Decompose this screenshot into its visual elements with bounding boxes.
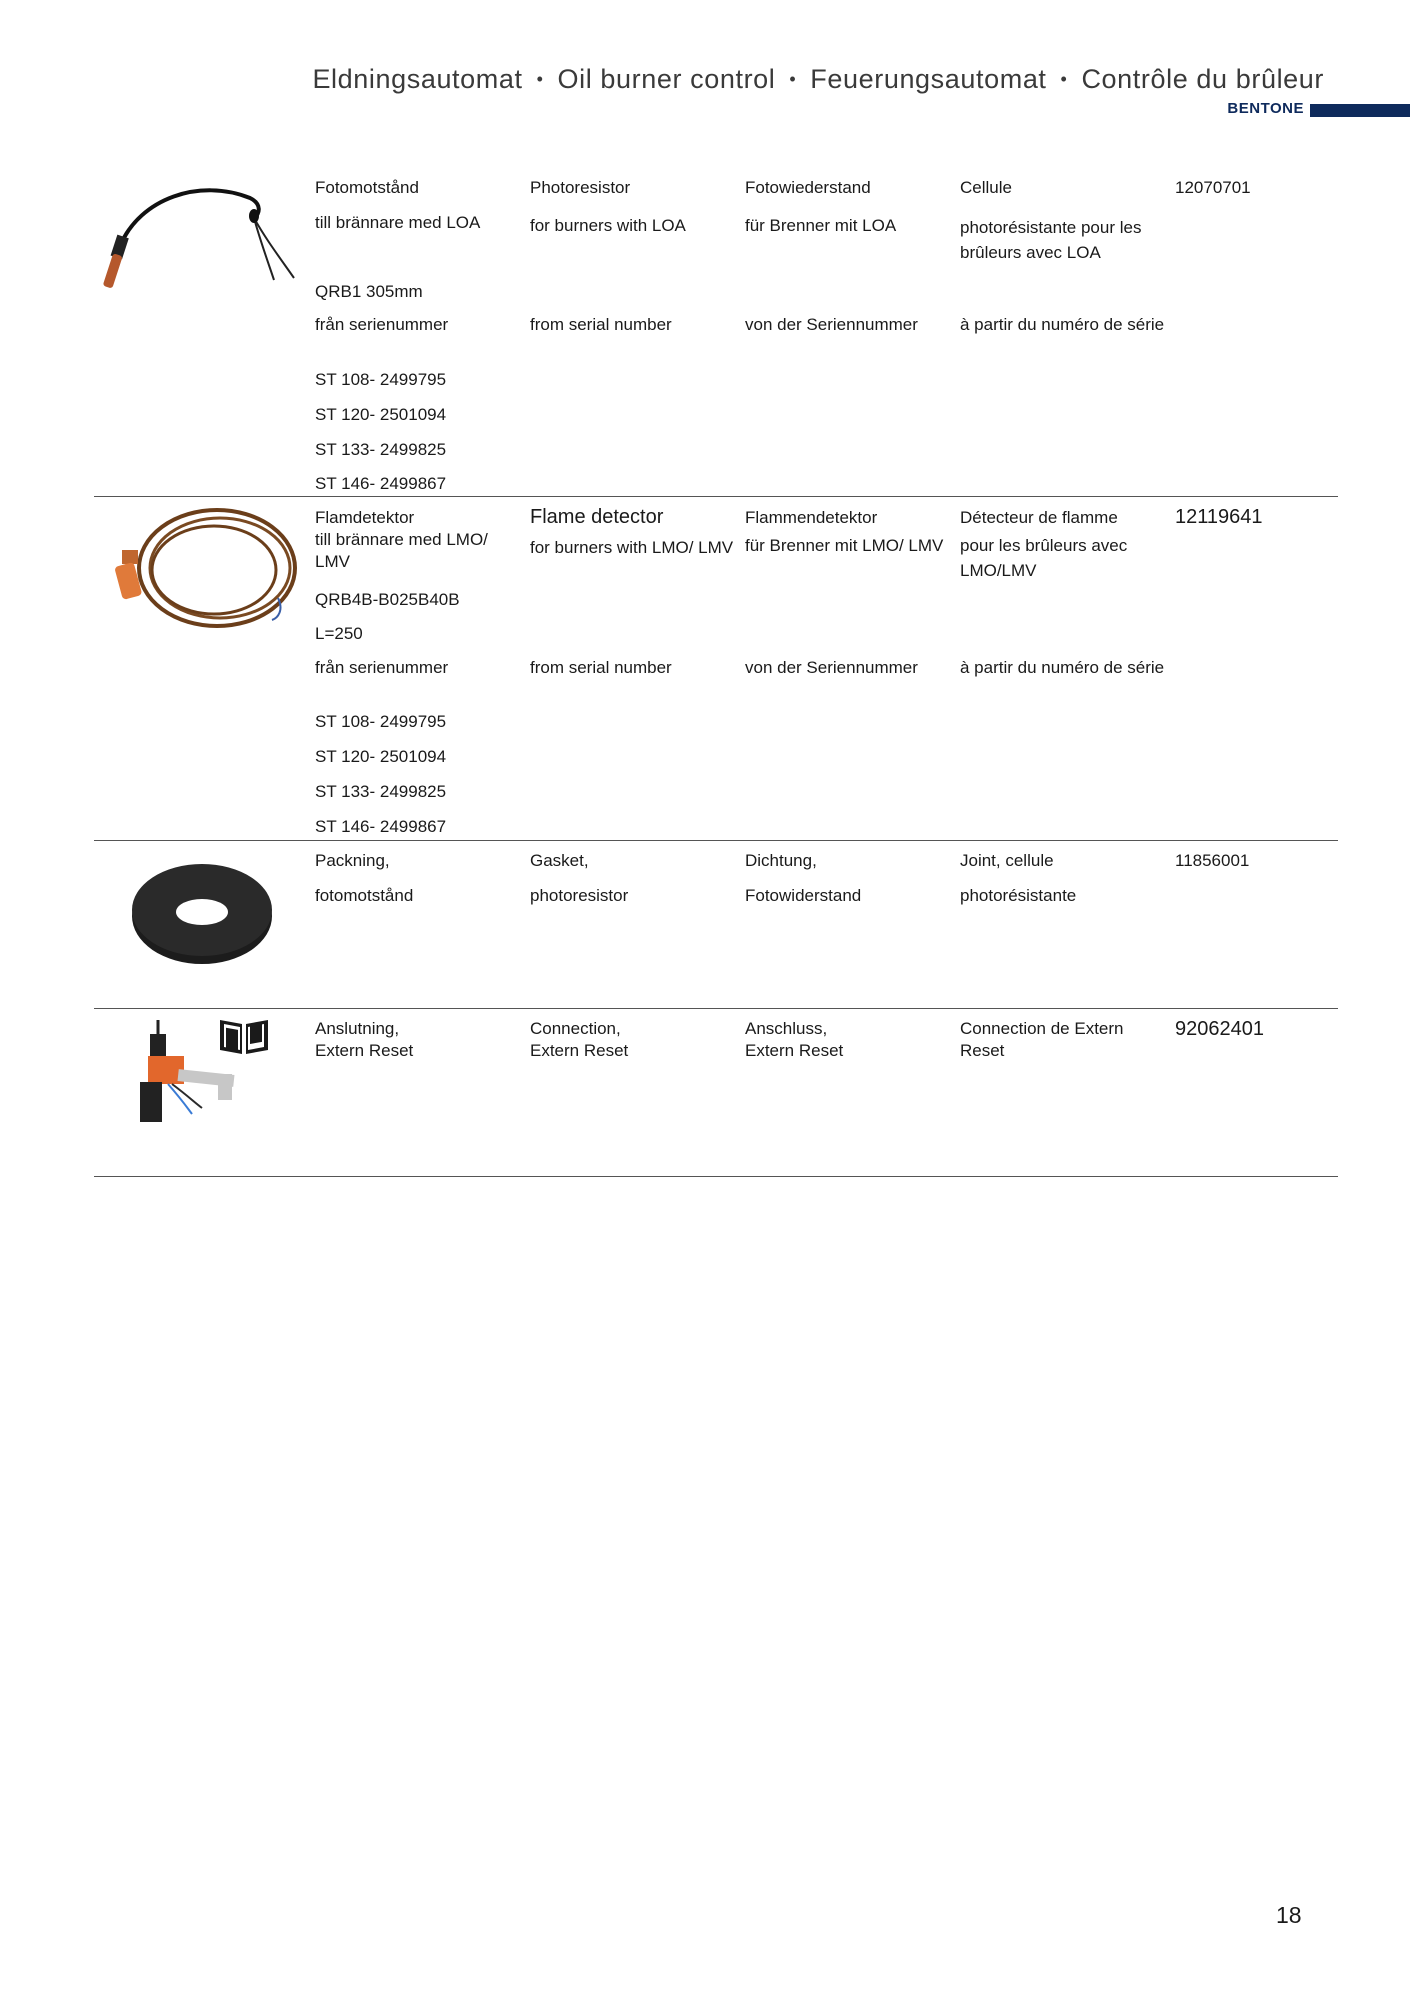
row-divider [94,1176,1338,1177]
photoresistor-cable-icon [100,178,300,298]
page-header-title [312,64,1324,95]
row2-de-desc: für Brenner mit LMO/ LMV [745,536,944,555]
row2-sv-desc: till brännare med LMO/ LMV [315,530,488,571]
header-title-fr: Contrôle du brûleur [1081,64,1324,94]
row1-de-desc: für Brenner mit LOA [745,216,897,235]
row3-sv-name: Packning, [315,851,390,870]
row1-sv-name: Fotomotstånd [315,178,419,197]
row3-en-desc: photoresistor [530,886,629,905]
row4-sv-name-2: Extern Reset [315,1041,414,1060]
row1-en-serial: from serial number [530,315,672,334]
header-title-sv: Eldningsautomat [312,64,523,94]
row1-part-number: 12070701 [1175,178,1251,197]
row4-en-name: Connection, [530,1019,621,1038]
row4-sv-name: Anslutning, [315,1019,400,1038]
row2-en-serial: from serial number [530,658,672,677]
row2-serial-st146: ST 146- 2499867 [315,817,447,836]
row3-en-name: Gasket, [530,851,589,870]
row2-de-name: Flammendetektor [745,508,878,527]
row1-serial-st146: ST 146- 2499867 [315,474,447,493]
row-divider [94,496,1338,497]
row2-sv-name: Flamdetektor [315,508,415,527]
row1-de-name: Fotowiederstand [745,178,871,197]
header-title-en: Oil burner control [557,64,776,94]
row4-de-name-2: Extern Reset [745,1041,844,1060]
row3-sv-desc: fotomotstånd [315,886,414,905]
row1-sv-desc: till brännare med LOA [315,213,481,232]
row2-de-serial: von der Seriennummer [745,658,918,677]
row2-serial-st133: ST 133- 2499825 [315,782,447,801]
header-separator: • [1060,69,1068,89]
row4-part-number: 92062401 [1175,1018,1264,1040]
page-number: 18 [1276,1902,1302,1928]
row1-serial-st133: ST 133- 2499825 [315,440,447,459]
row2-model: QRB4B-B025B40B [315,590,460,609]
gasket-ring-icon [128,858,276,968]
header-separator: • [536,69,544,89]
row1-serial-st120: ST 120- 2501094 [315,405,447,424]
row4-en-name-2: Extern Reset [530,1041,629,1060]
row3-part-number: 11856001 [1175,851,1250,870]
row1-fr-serial: à partir du numéro de série [960,315,1165,334]
flame-detector-cable-icon [102,502,302,636]
row-divider [94,1008,1338,1009]
row4-de-name: Anschluss, [745,1019,828,1038]
row2-part-number: 12119641 [1175,506,1263,528]
row1-fr-desc: photorésistante pour les brûleurs avec LOA [960,218,1142,262]
row2-fr-name: Détecteur de flamme [960,508,1118,527]
row3-fr-name: Joint, cellule [960,851,1054,870]
row1-de-serial: von der Seriennummer [745,315,918,334]
row2-fr-desc: pour les brûleurs avec LMO/LMV [960,536,1128,580]
header-title-de: Feuerungsautomat [810,64,1047,94]
row1-en-desc: for burners with LOA [530,216,686,235]
row2-length: L=250 [315,624,363,643]
row1-en-name: Photoresistor [530,178,631,197]
manual-book-icon [216,1016,272,1056]
row4-fr-name-2: Reset [960,1041,1005,1060]
row1-fr-name: Cellule [960,178,1012,197]
row2-serial-st120: ST 120- 2501094 [315,747,447,766]
brand-bar [1310,104,1410,117]
row3-fr-desc: photorésistante [960,886,1077,905]
header-separator: • [789,69,797,89]
row2-serial-st108: ST 108- 2499795 [315,712,447,731]
row2-en-desc: for burners with LMO/ LMV [530,538,734,557]
row2-fr-serial: à partir du numéro de série [960,658,1165,677]
row3-de-name: Dichtung, [745,851,817,870]
row2-en-name: Flame detector [530,506,664,528]
row1-sv-serial: från serienummer [315,315,449,334]
row1-serial-st108: ST 108- 2499795 [315,370,447,389]
brand-logo-text: BENTONE [1227,100,1304,117]
row2-sv-serial: från serienummer [315,658,449,677]
row3-de-desc: Fotowiderstand [745,886,862,905]
row1-model: QRB1 305mm [315,282,423,301]
row-divider [94,840,1338,841]
row4-fr-name: Connection de Extern [960,1019,1124,1038]
